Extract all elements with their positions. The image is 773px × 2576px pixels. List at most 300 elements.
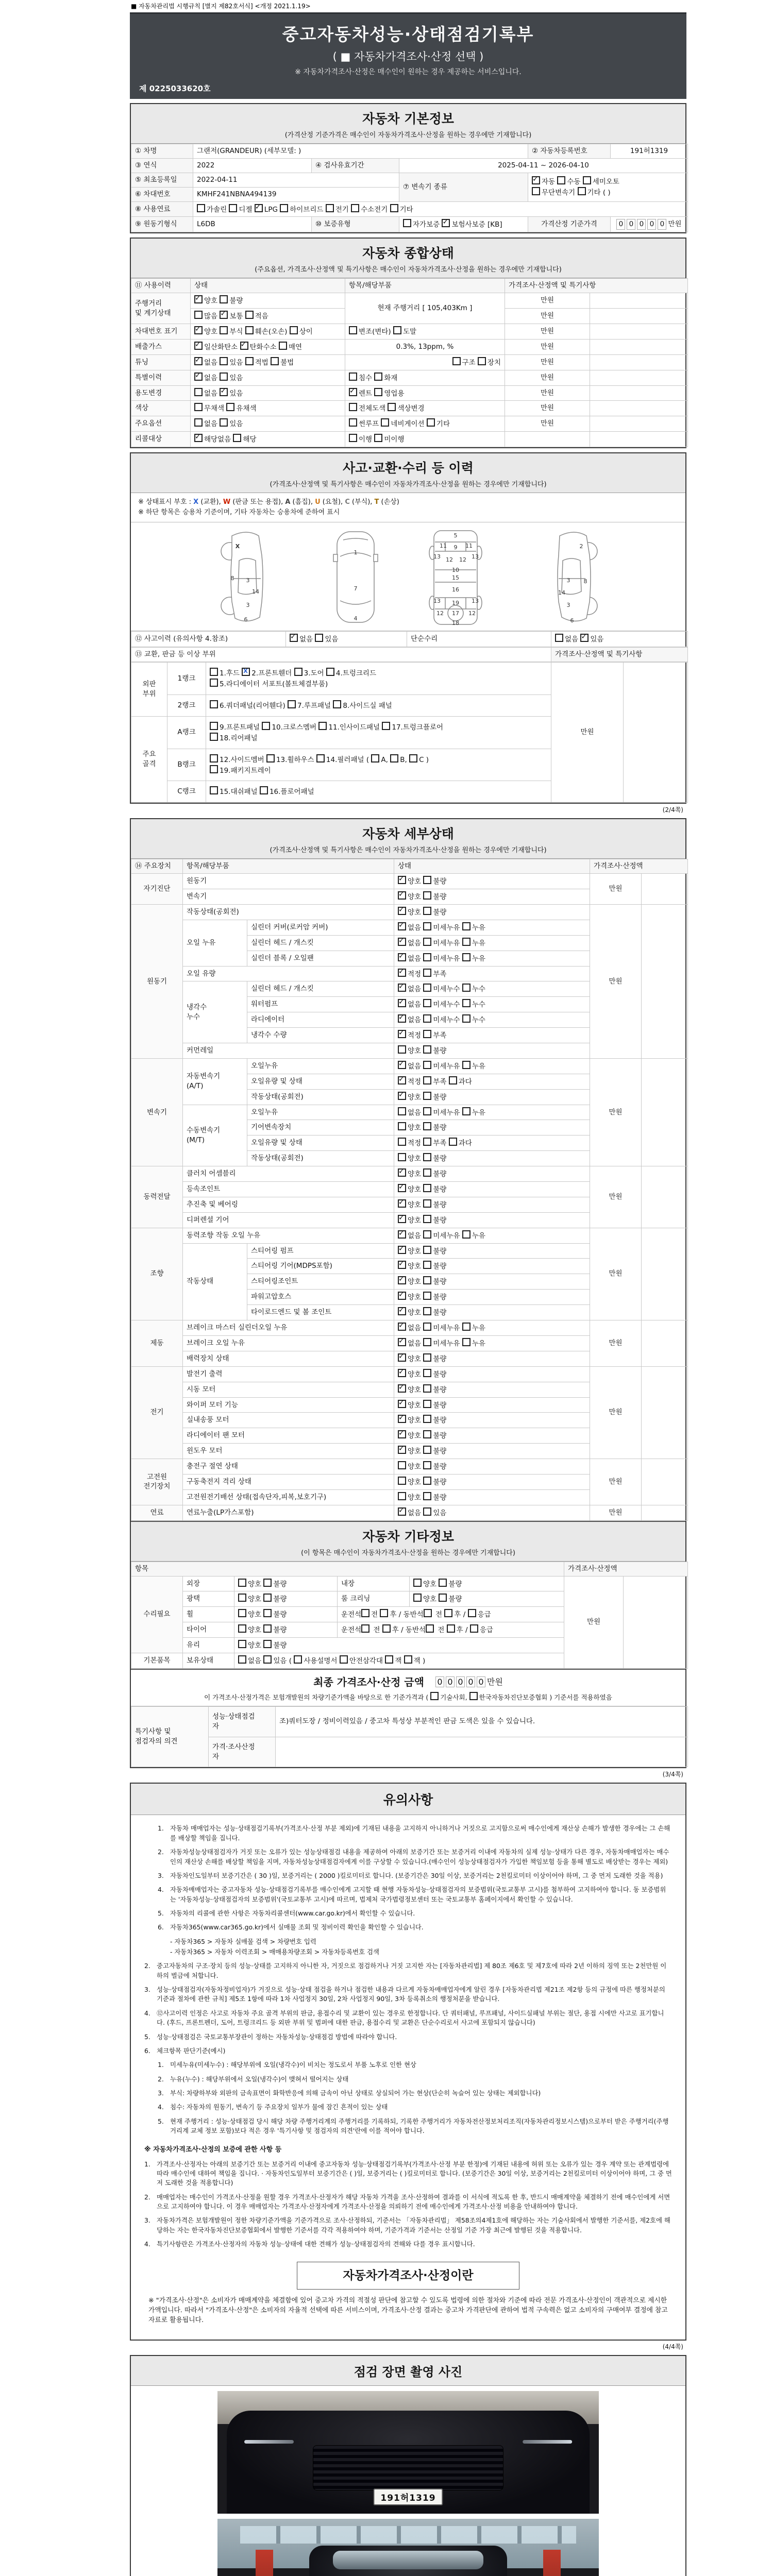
checkbox-x-marked [242, 668, 250, 676]
table-cell: ⑫ 사고이력 (유의사항 4.참조) [131, 632, 286, 647]
legend-text: ※ 상태표시 부호 : [138, 498, 194, 506]
checkbox-empty [423, 1446, 431, 1454]
panel-number-label: 4 [354, 615, 358, 622]
table-cell: 없음 있음 [191, 416, 345, 432]
table-cell: 만원 [590, 1459, 642, 1505]
table-cell: 양호 불량 [234, 1591, 338, 1607]
table-cell: 워터펌프 [247, 997, 394, 1012]
status-code-letter: C [345, 498, 350, 506]
table-cell: 배력장치 상태 [183, 1351, 394, 1366]
checkbox-empty [382, 1624, 391, 1633]
table-cell: 오일유량 및 상태 [247, 1074, 394, 1089]
table-cell: 오일 유량 [183, 966, 394, 981]
table-cell: 현재 주행거리 [ 105,403Km ] [345, 293, 505, 324]
checkbox-empty [423, 1092, 431, 1100]
panel-number-label: X [235, 543, 240, 550]
page-marker-4: (4/4쪽) [662, 2343, 683, 2351]
table-cell: 없음 ✓있음 [551, 632, 688, 647]
car-side-left-view [221, 532, 263, 621]
data-table [131, 647, 688, 662]
checkbox-empty [462, 1014, 470, 1023]
table-cell: ✓ 없음 있음 적법 불법 [191, 354, 345, 370]
notice-item [158, 1909, 672, 1918]
table-cell: 시동 모터 [183, 1382, 394, 1397]
table-cell: 조향 [131, 1228, 183, 1320]
checkbox-empty [462, 1107, 470, 1115]
table-cell: 썬루프 네비게이션 기타 [345, 416, 505, 432]
table-cell: ✓ 해당없음 해당 [191, 432, 345, 447]
table-cell: ⑧ 사용연료 [131, 201, 193, 217]
legend-text: (흠집), [290, 498, 315, 506]
table-cell: 용도변경 [131, 385, 191, 401]
checkbox-empty [398, 1492, 406, 1500]
table-cell: ✓ 양호 불량 [394, 1366, 590, 1382]
checkbox-checked [398, 1384, 406, 1393]
table-cell: ✓ 양호 불량 [394, 1428, 590, 1444]
checkbox-empty [426, 1624, 434, 1633]
table-cell: 가격조사·산정액 및 특기사항 [551, 648, 688, 662]
table-cell [590, 401, 688, 416]
table-cell: 라디에이터 팬 모터 [183, 1428, 394, 1444]
table-cell: 연료 [131, 1505, 183, 1520]
table-cell: 동력조향 작동 오일 누유 [183, 1228, 394, 1243]
checkbox-checked [580, 634, 589, 642]
table-cell: 가격조사·산정액 [564, 1562, 688, 1576]
checkbox-empty [245, 326, 254, 334]
table-cell: 만원 [590, 1366, 642, 1459]
notice-item [158, 1824, 672, 1843]
checkbox-empty [423, 1461, 431, 1469]
notice-item [158, 2075, 672, 2084]
notice-item-number: 5. [158, 2117, 164, 2125]
notice-item-number: 1. [158, 2061, 164, 2069]
checkbox-empty [423, 891, 431, 900]
table-cell [590, 324, 688, 340]
section-subtitle: (가격조사·산정액 및 특기사항은 매수인이 자동차가격조사·산정을 원하는 경우에만 기재합니다) [270, 846, 547, 855]
table-cell: 스티어링 기어(MDPS포함) [247, 1259, 394, 1274]
amount-digit-box: 0 [616, 219, 625, 230]
checkbox-empty [245, 357, 254, 365]
checkbox-empty [578, 187, 586, 195]
panel-number-label: 12 [468, 610, 476, 617]
final-price-note: 이 가격조사·산정가격은 보험개발원의 차량기준가액을 바탕으로 한 기준가격과 ( 기술사회, 한국자동차진단보증협회 ) 기준서를 적용하였음 [131, 1691, 685, 1706]
notice-item [144, 2046, 672, 2056]
amount-digit-box: 0 [466, 1676, 475, 1687]
checkbox-empty [238, 1640, 246, 1648]
final-price-value: 0 0 0 0 0 만원 [435, 1675, 503, 1687]
checkbox-empty [398, 1107, 406, 1115]
checkbox-empty [263, 1624, 272, 1633]
table-cell: 브레이크 오일 누유 [183, 1335, 394, 1351]
notices-body [131, 1815, 685, 2340]
amount-digit-box: 0 [647, 219, 656, 230]
amount-digit-box: 0 [637, 219, 646, 230]
status-code-letter: U [315, 498, 321, 506]
notice-item [144, 1961, 672, 1980]
table-cell: 클러치 어셈블리 [183, 1166, 394, 1182]
checkbox-empty [423, 1184, 431, 1192]
checkbox-empty [403, 219, 411, 227]
section-detail-title [131, 819, 685, 859]
notice-item [158, 1848, 672, 1867]
section-detail-condition [130, 818, 686, 1768]
checkbox-empty [262, 722, 270, 730]
panel-number-label: 13 [433, 553, 441, 561]
table-cell: 없음 미세누유 누유 [394, 1105, 590, 1120]
table-cell: 실린더 헤드 / 개스킷 [247, 935, 394, 951]
table-cell: 이행 미이행 [345, 432, 505, 447]
table-cell: 6.쿼더패널(리어휀다) 7.루프패널 8.사이드실 패널 [206, 694, 551, 716]
checkbox-empty [226, 403, 234, 411]
table-cell: ✓ 없음 있음 [394, 1505, 590, 1520]
lift-column-left [256, 2550, 273, 2576]
table-cell: 만원 [551, 663, 624, 803]
checkbox-checked [398, 1276, 406, 1284]
checkbox-empty [361, 1609, 369, 1617]
basic-info-table [131, 144, 685, 232]
checkbox-checked [290, 634, 298, 642]
table-cell: 원동기 [183, 874, 394, 889]
checkbox-checked [398, 984, 406, 992]
table-cell: 자동변속기 (A/T) [183, 1058, 247, 1105]
car-top-view [333, 532, 378, 622]
panel-number-label: 3 [246, 577, 250, 584]
checkbox-empty [333, 700, 341, 708]
table-cell: 조)쿼터도장 / 정비이력있음 / 중고차 특성상 부분적인 판금 도색은 있을 수 있습니다. [276, 1706, 688, 1737]
checkbox-empty [469, 1692, 478, 1700]
notice-item [144, 2240, 672, 2249]
panel-number-label: 12 [446, 556, 453, 564]
checkbox-empty [371, 754, 379, 762]
table-cell: 실린더 헤드 / 개스킷 [247, 981, 394, 997]
table-cell: 만원 [505, 370, 590, 385]
checkbox-empty [423, 1138, 431, 1146]
table-cell: ✓자동 수동 세미오토 무단변속기 기타 ( ) [528, 173, 688, 201]
table-cell: ✓ 없음 미세누유 누유 [394, 1335, 590, 1351]
table-cell: 없음 ✓있음 [191, 385, 345, 401]
notice-item-text: 부식: 차량하부와 외판의 금속표면이 화학반응에 의해 금속이 아닌 상태로 상실되어 가는 현상(단순히 녹슬어 있는 상태는 제외합니다) [170, 2089, 541, 2097]
status-code-legend [138, 497, 678, 507]
final-price-row [131, 1669, 685, 1691]
table-cell: ✓ 적정 부족 [394, 1028, 590, 1043]
table-cell: 침수 화재 [345, 370, 505, 385]
checkbox-checked [194, 357, 203, 365]
section-basic-title [131, 104, 685, 144]
table-cell: 운전석 전 후 / 동반석 전 후 / 응급 [338, 1607, 564, 1622]
notice-item-number: 1. [144, 2160, 150, 2168]
panel-number-label: 7 [354, 585, 358, 592]
table-cell: 발전기 출력 [183, 1366, 394, 1382]
notices-price-items [144, 2160, 672, 2249]
notice-item-text: 미세누유(미세누수) : 해당부위에 오일(냉각수)이 비치는 정도로서 부품 노후로 인한 현상 [170, 2061, 416, 2069]
table-cell: 커먼레일 [183, 1043, 394, 1059]
notice-item-text: 침수: 자동차의 원동기, 변속기 등 주요장치 일부가 물에 잠긴 흔적이 있는 상태 [170, 2103, 388, 2111]
table-cell: ✓양호 불량 [191, 293, 345, 309]
table-cell: 오일 누유 [183, 920, 247, 966]
status-code-letter: W [223, 498, 231, 506]
notice-item-text: 특기사항란은 가격조사·산정자의 자동차 성능·상태에 대한 견해가 성능·상태점검자의 견해와 다를 경우 표시합니다. [157, 2240, 475, 2248]
car-grille [313, 2445, 503, 2490]
notice-item-text: 자동차매매업자는 중고자동차 성능·상태점검기록부를 매수인에게 고지할 때 현행 자동차성능·상태점검자의 보증범위(국토교통부 고시)를 첨부하여 고지하여야 합니다. 동 보증범위는 '자동차성능·상태점검자의 보증범위'(국토교통부 고시)에 따르며, 법제처 국가법령정보센터 또는 국토교통부 홈페이지에서 확인할 수 있습니다. [170, 1886, 666, 1903]
notice-item-number: 3. [144, 2216, 150, 2225]
table-cell: ✓ 양호 불량 [394, 1243, 590, 1259]
notice-dash-line: - 자동차365 > 자동차 이력조회 > 매매용차량조회 > 자동차등록번호 검색 [170, 1948, 379, 1956]
table-cell: 가격산정 기준가격 [528, 217, 611, 232]
checkbox-empty [423, 1307, 431, 1315]
checkbox-empty [423, 1353, 431, 1362]
checkbox-checked [398, 1215, 406, 1223]
table-cell: ② 자동차등록번호 [528, 144, 611, 159]
table-cell: ✓ 양호 부식 훼손(오손) 상이 [191, 324, 345, 340]
checkbox-empty [423, 969, 431, 977]
checkbox-empty [393, 326, 401, 334]
notices-group-a [158, 1824, 672, 1957]
panel-number-label: 14 [558, 589, 565, 597]
checkbox-empty [423, 1030, 431, 1038]
diagram-legend [131, 493, 685, 522]
checkbox-empty [404, 1655, 412, 1664]
checkbox-empty [423, 1168, 431, 1177]
table-cell: 양호 불량 [394, 1489, 590, 1505]
table-cell: 만원 [505, 385, 590, 401]
price-definition-text: ※ "가격조사·산정"은 소비자가 매매계약을 체결함에 있어 중고차 가격의 적절성 판단에 참고할 수 있도록 법령에 의한 절차와 기준에 따라 전문 가격조사·산정인이 객관적으로 제시한 가액입니다. 따라서 "가격조사·산정"은 소비자의 자율적 선택에 따른 서비스이며, 가격조사·산정 결과는 중고차 가격판단에 관하여 법적 구속력은 없고 소비자의 구매여부 결정에 참고자료로 활용됩니다. [148, 2296, 668, 2324]
table-cell: ⑬ 교환, 판금 등 이상 부위 [131, 648, 551, 662]
checkbox-empty [194, 403, 203, 411]
table-cell: 동력전달 [131, 1166, 183, 1228]
table-cell: 실린더 커버(로커암 커버) [247, 920, 394, 935]
checkbox-empty [233, 434, 241, 442]
checkbox-empty [398, 1153, 406, 1161]
checkbox-empty [447, 1624, 455, 1633]
table-cell: 추진축 및 베어링 [183, 1197, 394, 1212]
checkbox-checked [398, 1061, 406, 1069]
section-overall-condition [130, 238, 686, 448]
status-code-letter: A [285, 498, 291, 506]
checkbox-checked [398, 1323, 406, 1331]
checkbox-empty [288, 700, 296, 708]
checkbox-empty [424, 1609, 432, 1617]
table-cell [642, 1058, 688, 1166]
table-cell: ✓ 양호 불량 [394, 1290, 590, 1305]
checkbox-empty [423, 1230, 431, 1239]
checkbox-empty [439, 1594, 447, 1602]
checkbox-empty [260, 786, 268, 794]
checkbox-checked [442, 219, 450, 227]
data-table [131, 859, 688, 1520]
table-cell [590, 432, 688, 447]
checkbox-empty [349, 418, 357, 427]
section-subtitle: (가격조사·산정액 및 특기사항은 매수인이 자동차가격조사·산정을 원하는 경우에만 기재합니다) [270, 481, 547, 489]
table-cell: 항목 [131, 1562, 564, 1576]
checkbox-checked [398, 1030, 406, 1038]
section-basic-info [130, 103, 686, 233]
table-cell: ✓ 렌트 영업용 [345, 385, 505, 401]
checkbox-empty [380, 1609, 388, 1617]
table-cell: 성능·상태점검 자 [209, 1706, 276, 1737]
rear-window [333, 2551, 483, 2569]
table-cell: 광택 [183, 1591, 234, 1607]
table-cell: ✓ 양호 불량 [394, 1166, 590, 1182]
checkbox-checked [398, 999, 406, 1007]
checkbox-empty [462, 999, 470, 1007]
table-cell: 만원 [564, 1576, 624, 1668]
notice-item-text: 누유(누수) : 해당부위에서 오일(냉각수)이 맺혀서 떨어지는 상태 [170, 2075, 349, 2083]
checkbox-empty [462, 1061, 470, 1069]
checkbox-empty [238, 1655, 246, 1664]
table-cell [624, 1576, 688, 1668]
data-table [131, 1562, 688, 1669]
checkbox-empty [423, 1492, 431, 1500]
checkbox-empty [423, 1415, 431, 1423]
table-cell: 유리 [183, 1638, 234, 1653]
table-cell: 항목/해당부품 [345, 279, 505, 293]
section-overall-title [131, 239, 685, 278]
table-cell: 윈도우 모터 [183, 1444, 394, 1459]
table-cell: 수동변속기 (M/T) [183, 1105, 247, 1166]
checkbox-empty [194, 311, 203, 319]
table-cell: 0.3%, 13ppm, % [345, 339, 505, 354]
table-cell: 타이로드엔드 및 볼 조인트 [247, 1305, 394, 1320]
checkbox-empty [462, 984, 470, 992]
checkbox-empty [210, 679, 218, 687]
table-cell: ✓ 없음 있음 [191, 370, 345, 385]
checkbox-empty [423, 922, 431, 930]
checkbox-checked [240, 342, 248, 350]
notices-group-b [144, 1961, 672, 2136]
table-cell: ✓ 양호 불량 [394, 1444, 590, 1459]
table-cell: 0 0 0 0 0 만원 [611, 217, 688, 232]
checkbox-empty [470, 1624, 478, 1633]
table-cell: 9.프론트패널 10.크로스멤버 11.인사이드패널 17.트렁크플로어 18.리어패널 [206, 716, 551, 749]
checkbox-empty [423, 1061, 431, 1069]
notice-item-number: 2. [158, 1848, 164, 1856]
table-cell: 브레이크 마스터 실린더오일 누유 [183, 1320, 394, 1336]
table-cell: 자기진단 [131, 874, 183, 905]
checkbox-empty [349, 403, 357, 411]
car-diagram-svg [131, 524, 685, 628]
checkbox-empty [398, 1461, 406, 1469]
checkbox-empty [423, 1261, 431, 1269]
table-cell: 작동상태(공회전) [247, 1151, 394, 1166]
table-cell: 1랭크 [167, 663, 206, 695]
notice-item-text: 자동차성능상태점검자가 거짓 또는 오류가 있는 성능상태점검 내용을 제공하여 아래의 보증기간 또는 보증거리 이내에 자동차의 실제 성능·상태가 다른 경우, 자동차매매업자는 매수인의 재산상 손해를 배상할 책임을 지며, 자동차성능상태점검자에게 이를 구상할 수 있습니다.(매수인이 성능상태점검자가 가입한 책임보험 등을 통해 별도로 배상받는 경우는 제외) [170, 1848, 669, 1866]
table-cell: 양호 불량 [234, 1607, 338, 1622]
section-subtitle: (주요옵션, 가격조사·산정액 및 특기사항은 매수인이 자동차가격조사·산정을 원하는 경우에만 기재합니다) [255, 266, 562, 274]
table-cell: 상태 [191, 279, 345, 293]
checkbox-empty [423, 907, 431, 915]
checkbox-empty [210, 722, 218, 730]
checkbox-empty [423, 1292, 431, 1300]
overall-condition-table [131, 278, 685, 447]
table-cell: 배출가스 [131, 339, 191, 354]
notice-item-text: 자동차 매매업자는 성능·상태점검기록부(가격조사·산정 부분 제외)에 기재된 내용을 고지하지 아니하거나 거짓으로 고지함으로써 매수인에게 재산상 손해가 발생한 경우에는 그 손해를 배상할 책임을 집니다. [170, 1824, 670, 1842]
table-cell: 구동축전지 격리 상태 [183, 1474, 394, 1489]
checkbox-empty [349, 434, 357, 442]
table-cell [642, 1366, 688, 1459]
table-cell: 만원 [505, 324, 590, 340]
notice-item [144, 2032, 672, 2042]
table-cell: ✓ 없음 미세누유 누유 [394, 1058, 590, 1074]
checkbox-checked [398, 1292, 406, 1300]
checkbox-checked [532, 176, 540, 184]
checkbox-empty [381, 418, 389, 427]
amount-digit-box: 0 [627, 219, 635, 230]
checkbox-empty [280, 204, 288, 212]
panel-number-label: 6 [570, 617, 574, 624]
notice-item-number: 3. [144, 1986, 150, 1994]
table-cell: 주요옵션 [131, 416, 191, 432]
checkbox-empty [462, 938, 470, 946]
notice-item [144, 2160, 672, 2188]
checkbox-empty [423, 984, 431, 992]
checkbox-empty [427, 418, 435, 427]
checkbox-empty [263, 1640, 272, 1648]
checkbox-empty [423, 1246, 431, 1254]
notice-item-text: 자동차365(www.car365.go.kr)에서 실매물 조회 및 정비이력 확인을 확인할 수 있습니다. [170, 1923, 424, 1931]
table-cell: 만원 [590, 1320, 642, 1367]
page-marker-2: (2/4쪽) [662, 806, 683, 814]
table-cell: 라디에이터 [247, 1012, 394, 1028]
notice-item-text: 성능·상태점검자(자동차정비업자)가 거짓으로 성능·상태 점검을 하거나 점검한 내용과 다르게 자동차매매업자에게 알린 경우 [자동차관리법 제21조 제2항 등의 규정에 따른 행정처분의 기준과 절차에 관한 규칙] 제5조 1항에 따라 1차 사업정지 30일, 2차 사업정지 90일, 3차 등록취소의 행정처분을 받습니다. [157, 1986, 665, 2003]
checkbox-empty [374, 388, 382, 396]
table-cell: ✓ 없음 미세누유 누유 [394, 1320, 590, 1336]
table-cell: 제동 [131, 1320, 183, 1367]
checkbox-empty [398, 1122, 406, 1130]
table-cell: 운전석 전 후 / 동반석 전 후 / 응급 [338, 1622, 564, 1638]
table-cell: ③ 연식 [131, 158, 193, 173]
section-accident-title [131, 453, 685, 493]
notice-item-text: 현재 주행거리 : 성능·상태점검 당시 해당 차량 주행거리계의 주행거리를 기록하되, 기록한 주행거리가 자동차전산정보처리조직(자동차관리정보시스템)으로부터 받은 주행거리(주행거리계 교체 정보 포함)보다 적은 경우 '특기사항 및 점검자의 의견'란에 이를 적어야 합니다. [170, 2117, 669, 2135]
notice-item [158, 2060, 672, 2070]
table-cell [590, 309, 688, 324]
table-cell: 외장 [183, 1576, 234, 1591]
checkbox-checked [398, 1446, 406, 1454]
table-cell: ✓ 양호 불량 [394, 1197, 590, 1212]
table-cell [590, 416, 688, 432]
table-cell: 만원 [590, 1505, 642, 1520]
data-table [131, 1706, 688, 1768]
exchange-repair-header [131, 647, 685, 662]
notice-item-number: 5. [158, 1909, 164, 1917]
table-cell: 작동상태 [183, 1243, 247, 1320]
checkbox-checked [220, 388, 228, 396]
table-cell [642, 874, 688, 905]
checkbox-empty [238, 1579, 246, 1587]
legend-text: (교환), [198, 498, 223, 506]
table-cell: ✓ 없음 미세누유 누유 [394, 951, 590, 966]
table-cell: 단순수리 [407, 632, 551, 647]
table-cell: 작동상태(공회전) [247, 1089, 394, 1105]
table-cell: 기본품목 [131, 1653, 183, 1668]
checkbox-checked [398, 1353, 406, 1362]
checkbox-empty [423, 1014, 431, 1023]
checkbox-empty [423, 1199, 431, 1208]
checkbox-empty [279, 342, 287, 350]
table-cell: 원동기 [131, 905, 183, 1059]
checkbox-checked [194, 372, 203, 381]
table-cell: 실내송풍 모터 [183, 1413, 394, 1428]
table-cell: 오일유량 및 상태 [247, 1136, 394, 1151]
checkbox-empty [555, 634, 563, 642]
checkbox-empty [349, 372, 357, 381]
checkbox-empty [398, 1477, 406, 1485]
table-cell: ⑪ 사용이력 [131, 279, 191, 293]
table-cell: 등속조인트 [183, 1182, 394, 1197]
checkbox-checked [194, 434, 203, 442]
checkbox-empty [271, 357, 279, 365]
table-cell: 실린더 블록 / 오일팬 [247, 951, 394, 966]
table-cell: 스티어링조인트 [247, 1274, 394, 1290]
